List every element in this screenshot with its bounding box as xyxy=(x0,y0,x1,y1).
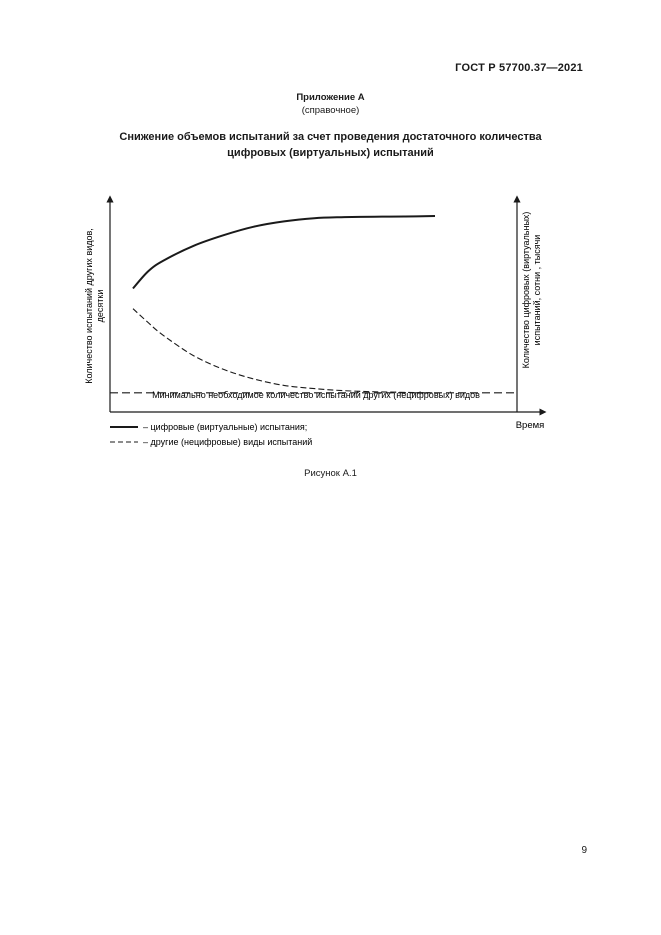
right-y-axis-label-line-2: испытаний, сотни , тысячи xyxy=(532,234,542,346)
x-axis-label: Время xyxy=(515,420,545,431)
legend-label-physical: – другие (нецифровые) виды испытаний xyxy=(143,437,313,447)
document-code: ГОСТ Р 57700.37—2021 xyxy=(455,62,583,74)
series-line-physical xyxy=(133,309,435,393)
page-number: 9 xyxy=(581,845,587,856)
caption-line-2: цифровых (виртуальных) испытаний xyxy=(227,147,434,159)
annex-subtitle: (справочное) xyxy=(301,105,360,116)
left-y-axis-label-line-2: десятки xyxy=(95,289,105,323)
caption-line-1: Снижение объемов испытаний за счет проведения достаточного количества xyxy=(119,131,542,143)
left-y-axis-label-line-1: Количество испытаний других видов, xyxy=(84,228,94,384)
legend-label-digital: – цифровые (виртуальные) испытания; xyxy=(143,422,308,432)
baseline-label: Минимально необходимое количество испытаний других (нецифровых) видов xyxy=(152,390,480,400)
annex-title: Приложение А xyxy=(296,92,365,103)
figure-label: Рисунок А.1 xyxy=(304,468,357,479)
series-line-digital xyxy=(133,216,435,289)
right-y-axis-label-line-1: Количество цифровых (виртуальных) xyxy=(521,211,531,369)
